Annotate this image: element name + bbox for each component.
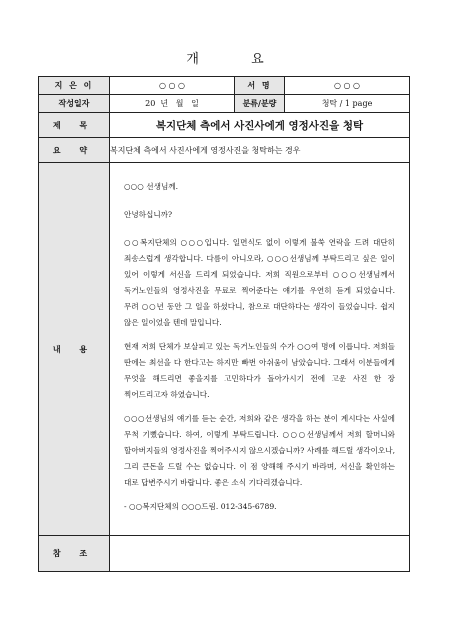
salutation: ○○○ 선생님께. <box>124 182 179 191</box>
body-paragraph-3: ○○○선생님의 얘기를 듣는 순간, 저희와 같은 생각을 하는 분이 계시다는 사실에 무척 기뻤습니다. 하여, 이렇게 부탁드립니다. ○○○선생님께서 저희 할머니와 할아버지들의 영정사진을 찍어주시지 않으시겠습니까? 사례를 해드릴 생각이오나, 그리 큰돈을 드릴 수는 없습니다. 이 점 양해해 주시기 바라며, 서신을 확인하는 대로 답변주시기 바랍니다. 좋은 소식 기다리겠습니다. <box>124 414 395 487</box>
subject-label: 제 목 <box>39 113 110 138</box>
signature-line: - ○○복지단체의 ○○○드림. 012-345-6789. <box>124 502 277 511</box>
date-row <box>39 95 410 113</box>
summary-row <box>39 138 410 163</box>
reference-row <box>39 536 410 572</box>
subject-value: 복지단체 측에서 사진사에게 영정사진을 청탁 <box>110 113 410 138</box>
signature-value: ○ ○ ○ <box>285 77 410 95</box>
date-value: 20 년 월 일 <box>110 95 235 113</box>
overview-form <box>38 76 410 572</box>
body-paragraph-2: 현재 저희 단체가 보살피고 있는 독거노인들의 수가 ○○여 명에 이릅니다. 저희들 딴에는 최선을 다 한다고는 하지만 빠번 아쉬움이 남았습니다. 그래서 이분들에게 무엇을 해드리면 좋을지를 고민하다가 돌아가시기 전에 고운 사진 한 장 찍어드리고자 하였습니다. <box>124 342 395 399</box>
greeting: 안녕하십니까? <box>124 210 173 219</box>
author-row <box>39 77 410 95</box>
summary-value: 복지단체 측에서 사진사에게 영정사진을 청탁하는 경우 <box>110 138 410 163</box>
subject-row <box>39 113 410 138</box>
author-label: 지 은 이 <box>39 77 110 95</box>
page-title: 개 요 <box>186 52 288 67</box>
reference-label: 참 조 <box>39 536 110 572</box>
author-value: ○ ○ ○ <box>110 77 235 95</box>
content-body <box>110 163 410 536</box>
body-paragraph-1: ○○복지단체의 ○○○입니다. 일면식도 없이 이렇게 불쑥 연락을 드려 대단히 죄송스럽게 생각합니다. 다름이 아니오라, ○○○선생님께 부탁드리고 싶은 일이 있어 이렇게 서신을 드리게 되었습니다. 저희 직원으로부터 ○○○선생님께서 독거노인들의 영정사진을 무료로 찍어준다는 얘기를 우연히 듣게 되었습니다. 무려 ○○년 동안 그 일을 하셨다니, 참으로 대단하다는 생각이 들었습니다. 쉽지 않은 일이었을 텐데 말입니다. <box>124 238 395 327</box>
signature-label: 서 명 <box>235 77 285 95</box>
content-label: 내 용 <box>39 163 110 536</box>
category-value: 청탁 / 1 page <box>285 95 410 113</box>
date-label: 작성일자 <box>39 95 110 113</box>
reference-value <box>110 536 410 572</box>
content-row <box>39 163 410 536</box>
summary-label: 요 약 <box>39 138 110 163</box>
category-label: 분류/분량 <box>235 95 285 113</box>
